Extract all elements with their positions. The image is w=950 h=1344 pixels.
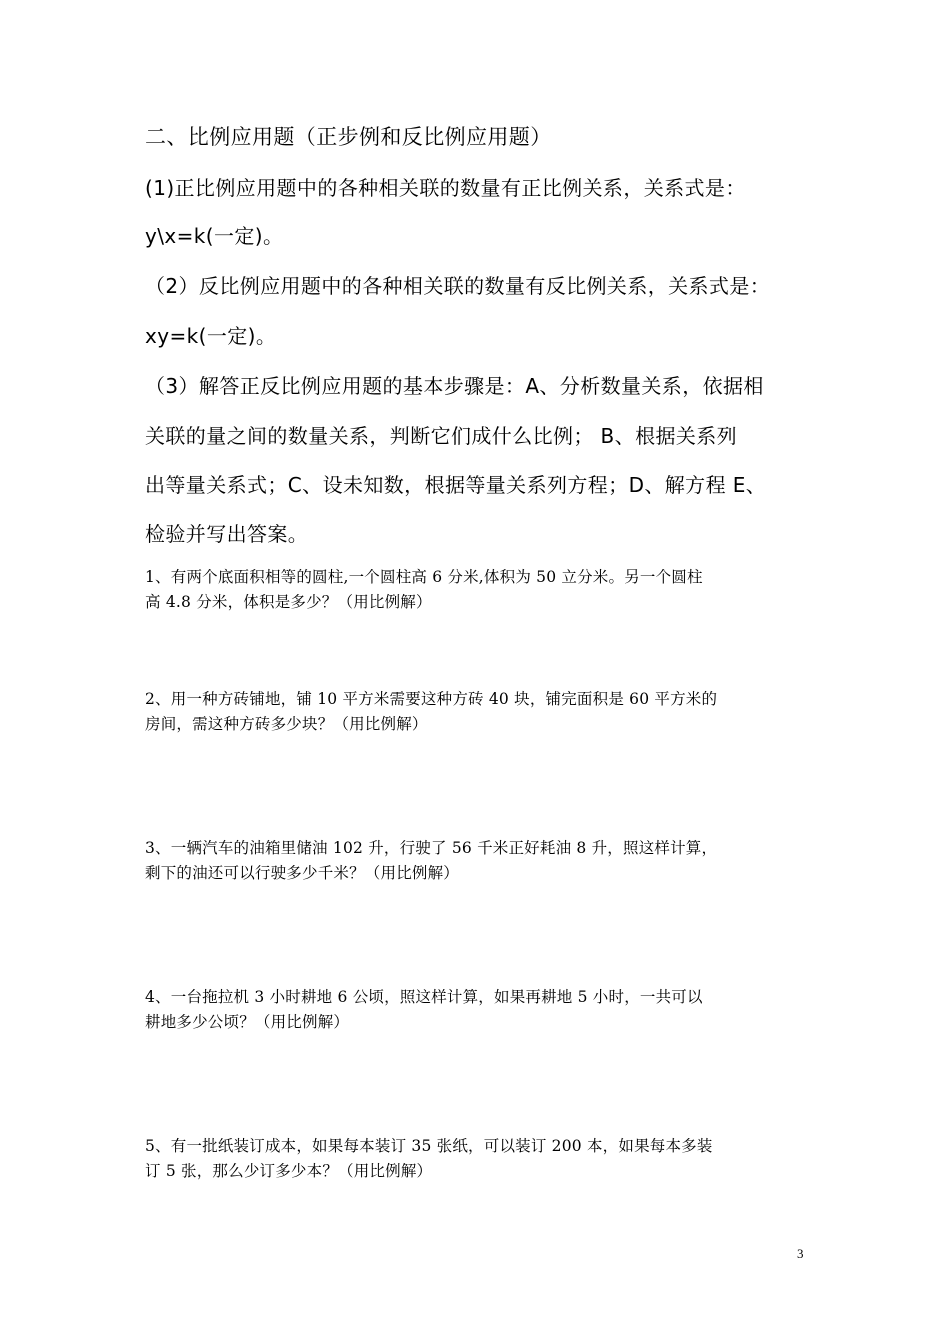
problem-5-line-2: 订 5 张，那么少订多少本？（用比例解）: [145, 1162, 433, 1180]
section-title: 二、比例应用题（正步例和反比例应用题）: [145, 125, 552, 149]
point-3-line-4: 检验并写出答案。: [145, 522, 309, 546]
problem-1-line-2: 高 4.8 分米，体积是多少？（用比例解）: [145, 593, 432, 611]
problem-2-line-2: 房间，需这种方砖多少块？（用比例解）: [145, 715, 428, 733]
point-1-line-2: y\x=k(一定)。: [145, 224, 284, 248]
point-3-line-2: 关联的量之间的数量关系，判断它们成什么比例； B、根据关系列: [145, 424, 738, 448]
problem-1: [145, 565, 810, 615]
point-3-line-1: （3）解答正反比例应用题的基本步骤是：A、分析数量关系，依据相: [145, 374, 764, 398]
problem-4: [145, 985, 810, 1035]
problem-3: [145, 836, 810, 886]
point-1-line-1: (1)正比例应用题中的各种相关联的数量有正比例关系，关系式是：: [145, 176, 746, 200]
problem-3-line-2: 剩下的油还可以行驶多少千米？（用比例解）: [145, 864, 460, 882]
problem-2: [145, 687, 810, 737]
problem-1-line-1: 1、有两个底面积相等的圆柱,一个圆柱高 6 分米,体积为 50 立分米。另一个圆柱: [145, 568, 703, 586]
point-3-line-3: 出等量关系式；C、设未知数，根据等量关系列方程；D、解方程 E、: [145, 473, 767, 497]
point-2-line-2: xy=k(一定)。: [145, 324, 277, 348]
problem-2-line-1: 2、用一种方砖铺地，铺 10 平方米需要这种方砖 40 块，铺完面积是 60 平方米的: [145, 690, 718, 708]
problem-5-line-1: 5、有一批纸装订成本，如果每本装订 35 张纸，可以装订 200 本，如果每本多装: [145, 1137, 713, 1155]
problem-4-line-2: 耕地多少公顷？（用比例解）: [145, 1013, 350, 1031]
point-2-line-1: （2）反比例应用题中的各种相关联的数量有反比例关系，关系式是：: [145, 274, 771, 298]
problem-5: [145, 1134, 810, 1184]
problem-4-line-1: 4、一台拖拉机 3 小时耕地 6 公顷，照这样计算，如果再耕地 5 小时，一共可以: [145, 988, 703, 1006]
problem-3-line-1: 3、一辆汽车的油箱里储油 102 升，行驶了 56 千米正好耗油 8 升，照这样计算，: [145, 839, 718, 857]
page-number: 3: [797, 1246, 804, 1261]
